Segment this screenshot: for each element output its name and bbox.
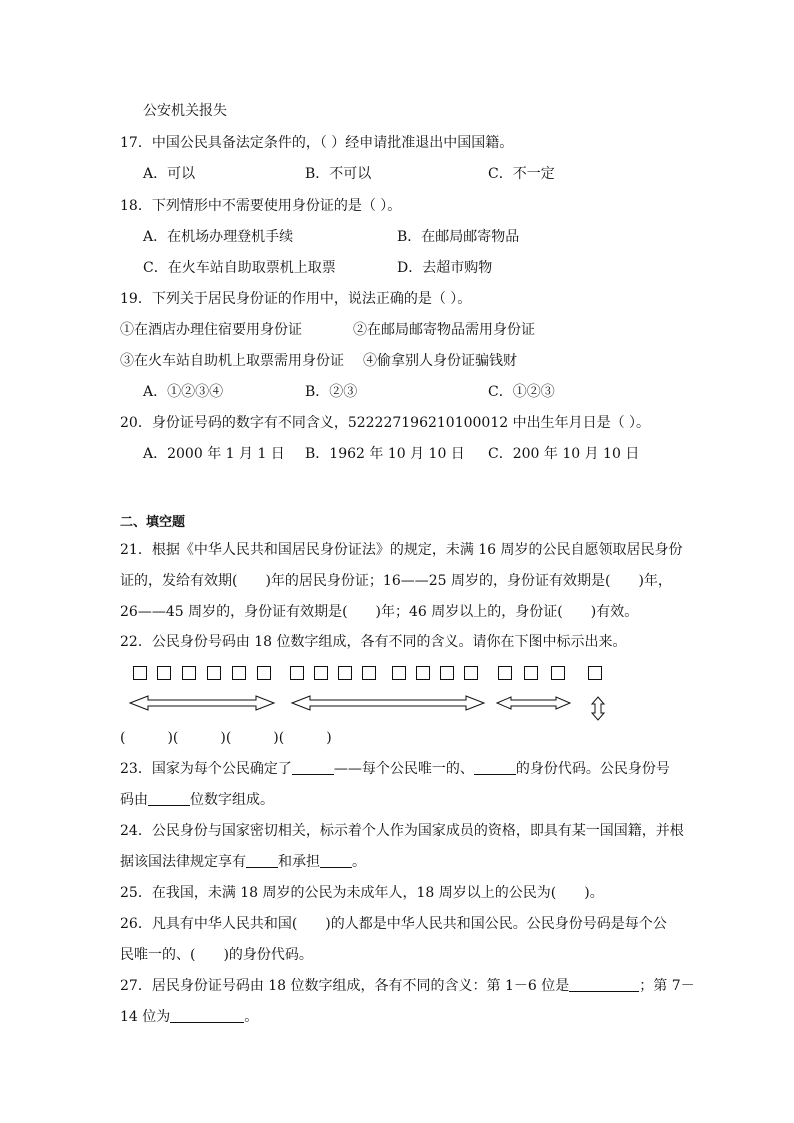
double-arrow-icon — [130, 696, 274, 710]
text-part: 位数字组成。 — [190, 792, 274, 808]
option-d: D．去超市购物 — [397, 260, 493, 276]
option-a: A．在机场办理登机手续 — [143, 229, 294, 245]
statement-2: ②在邮局邮寄物品需用身份证 — [353, 322, 535, 338]
question-21: 21．根据《中华人民共和国居民身份证法》的规定，未满 16 周岁的公民自愿领取居民身份 — [120, 542, 683, 558]
question-22: 22．公民身份号码由 18 位数字组成，各有不同的含义。请你在下图中标示出来。 — [120, 634, 627, 650]
blank[interactable] — [320, 853, 352, 868]
answer-parentheses: ( )( )( )( ) — [120, 730, 332, 746]
blank[interactable] — [246, 853, 278, 868]
section-heading: 二、填空题 — [120, 515, 186, 530]
option-a: A．①②③④ — [143, 384, 224, 400]
question-21-line3: 26——45 周岁的，身份证有效期是( )年；46 周岁以上的，身份证( )有效。 — [120, 604, 639, 620]
text-part: 据该国法律规定享有 — [120, 854, 246, 870]
question-24: 24．公民身份与国家密切相关，标示着个人作为国家成员的资格，即具有某一国国籍，并根 — [120, 823, 684, 839]
double-arrow-icon — [292, 696, 484, 710]
option-c: C．在火车站自助取票机上取票 — [143, 260, 336, 276]
blank[interactable] — [148, 791, 190, 806]
text-part: 14 位为 — [120, 1009, 171, 1025]
statement-3: ③在火车站自助机上取票需用身份证 — [120, 353, 344, 369]
question-21-line2: 证的，发给有效期( )年的居民身份证；16——25 周岁的，身份证有效期是( )年， — [120, 573, 672, 589]
question-17: 17．中国公民具备法定条件的，（ ）经申请批准退出中国国籍。 — [120, 135, 514, 151]
question-27-line2 — [120, 1007, 258, 1027]
question-20: 20．身份证号码的数字有不同含义，522227196210100012 中出生年月日是（ ）。 — [120, 415, 651, 431]
double-arrow-icon — [497, 697, 570, 709]
statement-4: ④偷拿别人身份证骗钱财 — [363, 353, 517, 369]
question-23 — [120, 759, 670, 779]
text-part: 和承担 — [278, 854, 320, 870]
question-24-line2 — [120, 852, 366, 872]
question-26-line2: 民唯一的、( )的身份代码。 — [120, 947, 313, 963]
blank[interactable] — [569, 977, 639, 992]
statement-1: ①在酒店办理住宿要用身份证 — [120, 322, 302, 338]
text-part: 23．国家为每个公民确定了 — [120, 761, 292, 777]
text-part: 27．居民身份证号码由 18 位数字组成，各有不同的含义：第 1－6 位是 — [120, 978, 570, 994]
option-c: C．①②③ — [488, 384, 555, 400]
question-26: 26．凡具有中华人民共和国( )的人都是中华人民共和国公民。公民身份号码是每个公 — [120, 916, 667, 932]
text-part: 。 — [352, 854, 366, 870]
text-part: ；第 7－ — [639, 978, 695, 994]
option-b: B．不可以 — [305, 166, 372, 182]
text-line: 公安机关报失 — [143, 103, 227, 119]
option-b: B．1962 年 10 月 10 日 — [305, 446, 465, 462]
question-18: 18．下列情形中不需要使用身份证的是（ ）。 — [120, 198, 402, 214]
blank[interactable] — [292, 760, 334, 775]
text-part: 。 — [244, 1009, 259, 1025]
up-down-arrow-icon — [592, 697, 604, 720]
question-23-line2 — [120, 790, 274, 810]
option-c: C．200 年 10 月 10 日 — [488, 446, 640, 462]
text-part: 的身份代码。公民身份号 — [515, 761, 670, 777]
option-b: B．在邮局邮寄物品 — [397, 229, 520, 245]
option-b: B．②③ — [305, 384, 358, 400]
option-a: A．2000 年 1 月 1 日 — [143, 446, 285, 462]
question-27 — [120, 976, 695, 996]
question-25: 25．在我国，未满 18 周岁的公民为未成年人，18 周岁以上的公民为( )。 — [120, 885, 604, 901]
option-c: C．不一定 — [488, 166, 555, 182]
blank[interactable] — [170, 1008, 244, 1023]
option-a: A．可以 — [143, 166, 196, 182]
blank[interactable] — [474, 760, 516, 775]
text-part: 码由 — [120, 792, 148, 808]
text-part: ——每个公民唯一的、 — [333, 761, 474, 777]
question-19: 19．下列关于居民身份证的作用中，说法正确的是（ ）。 — [120, 291, 472, 307]
